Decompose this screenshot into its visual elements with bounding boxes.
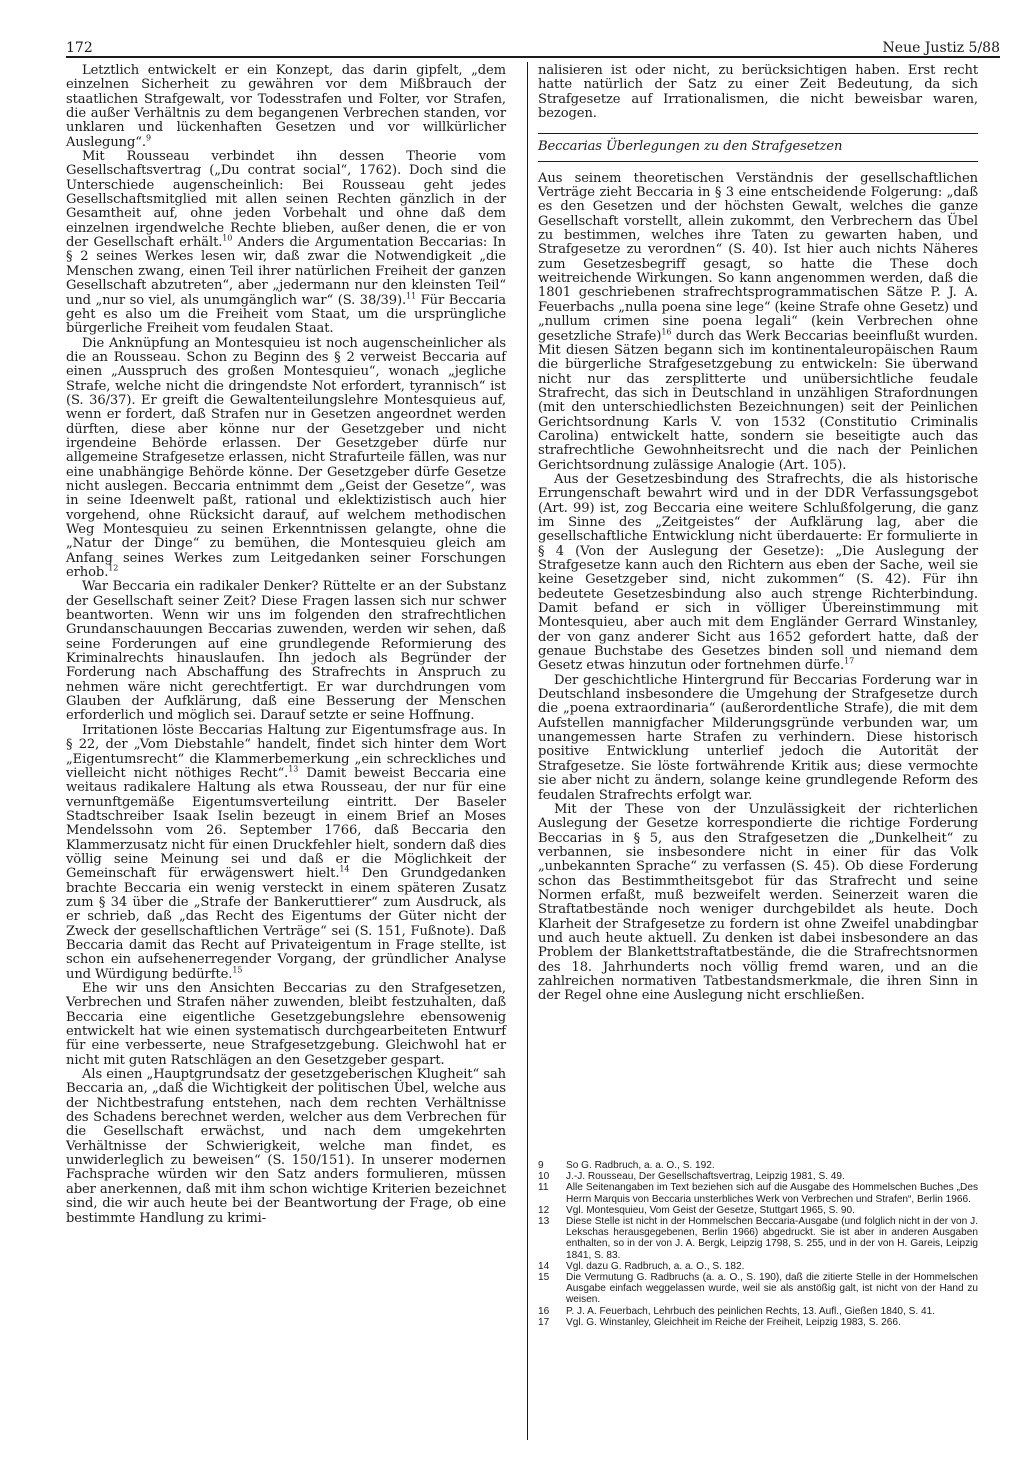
- footnote-number: 14: [538, 1260, 550, 1272]
- paragraph: [538, 674, 978, 803]
- footnote-ref[interactable]: 15: [232, 965, 243, 975]
- column-divider: [527, 62, 528, 1440]
- paragraph-text: Mit Rousseau verbindet ihn dessen Theorie vom Gesellschaftsvertrag („Du contrat social“, 1762). Doch sind die Unterschiede augenscheinlich: Bei Rousseau geht jedes Gesellschaftsmitglied mit allen seinen Rechten gänzlich in der Gesamtheit auf, ohne jeden Vorbehalt und ohne daß dem einzelnen irgendwelche Rechte blieben, außer denen, die er von der Gesellschaft erhält.: [66, 149, 506, 251]
- right-column-body: [538, 172, 978, 1004]
- paragraph-text: Der geschichtliche Hintergrund für Beccarias Forderung war in Deutschland insbesondere die Umgehung der Strafgesetze durch die „poena extraordinaria“ (außerordentliche Strafe), die mit dem Aufstellen mannigfacher Milderungsgründe verbunden war, um unangemessen harte Strafen zu verhindern. Diese historisch positive Entwicklung unterlief jedoch die Autorität der Strafgesetze. Sie löste fortwährende Kritik aus; diese vermochte sie aber nicht zu ändern, solange keine grundlegende Reform des feudalen Strafrechts erfolgt war.: [538, 672, 978, 803]
- footnote-text: J.-J. Rousseau, Der Gesellschaftsvertrag, Leipzig 1981, S. 49.: [566, 1171, 845, 1183]
- paragraph: [66, 64, 506, 150]
- footnote-text: Diese Stelle ist nicht in der Hommelschen Beccaria-Ausgabe (und folglich nicht in der von J. Lekschas herausgegebenen, Berlin 1966) abgedruckt. Sie ist aber in anderen Ausgaben enthalten, so in der von J. A. Bergk, Leipzig 1798, S. 255, und in der von H. Gareis, Leipzig 1841, S. 83.: [566, 1216, 978, 1261]
- footnote: [538, 1182, 978, 1204]
- paragraph: [66, 982, 506, 1068]
- paragraph-text: Ehe wir uns den Ansichten Beccarias zu den Strafgesetzen, Verbrechen und Strafen näher zuwenden, bleibt festzuhalten, daß Beccaria eine eigentliche Gesetzgebungslehre ebensowenig entwickelt hat wie einen systematisch durchgearbeiteten Entwurf für eine verbesserte, neue Strafgesetzgebung. Gleichwohl hat er nicht mit guten Ratschlägen an den Gesetzgeber gespart.: [66, 981, 506, 1068]
- footnote: [538, 1216, 978, 1261]
- footnote: [538, 1261, 978, 1272]
- paragraph: [66, 337, 506, 581]
- paragraph-text: Als einen „Hauptgrundsatz der gesetzgeberischen Klugheit“ sah Beccaria an, „daß die Wichtigkeit der politischen Übel, welche aus der Nichtbestrafung entstehen, nach dem rechten Verhältnisse des Schadens berechnet werden, welcher aus dem Verbrechen für die Gesellschaft erwächst, und nach dem umgekehrten Verhältnisse der Schwierigkeit, welche man findet, es unwiderleglich zu beweisen“ (S. 150/151). In unserer modernen Fachsprache würden wir den Satz anders formulieren, müssen aber anerkennen, daß mit ihm schon wichtige Kriterien bezeichnet sind, die wir auch heute bei der Beantwortung der Frage, ob eine bestimmte Handlung zu krimi-: [66, 1067, 506, 1226]
- footnote: [538, 1171, 978, 1182]
- footnote: [538, 1306, 978, 1317]
- footnote-text: Die Vermutung G. Radbruchs (a. a. O., S. 190), daß die zitierte Stelle in der Hommelschen Ausgabe einfach weggelassen wurde, weil sie als anstößig galt, ist nicht von der Hand zu weisen.: [566, 1272, 978, 1306]
- footnote-text: Vgl. G. Winstanley, Gleichheit im Reiche der Freiheit, Leipzig 1983, S. 266.: [566, 1316, 901, 1328]
- footnote-text: P. J. A. Feuerbach, Lehrbuch des peinlichen Rechts, 13. Aufl., Gießen 1840, S. 41.: [566, 1305, 936, 1317]
- paragraph: [66, 150, 506, 336]
- page-header: [66, 34, 1000, 64]
- footnote: [538, 1205, 978, 1216]
- footnote-number: 11: [538, 1182, 549, 1194]
- footnote-number: 15: [538, 1272, 550, 1284]
- footnote-text: So G. Radbruch, a. a. O., S. 192.: [566, 1160, 715, 1171]
- paragraph: [66, 1068, 506, 1226]
- paragraph-text: Irritationen löste Beccarias Haltung zur Eigentumsfrage aus. In § 22, der „Vom Diebstahle“ handelt, findet sich hinter dem Wort „Eigentumsrecht“ die Klammerbemerkung „ein schreckliches und vielleicht nicht nöthiges Recht“.: [66, 722, 506, 781]
- header-rule: [66, 56, 1000, 58]
- paragraph: [538, 473, 978, 674]
- paragraph-text: Die Anknüpfung an Montesquieu ist noch augenscheinlicher als die an Rousseau. Schon zu Beginn des § 2 verweist Beccaria auf einen „Ausspruch des großen Montesquieu“, wonach „jegliche Strafe, welche nicht die dringendste Not erfordert, tyrannisch“ ist (S. 36/37). Er greift die Gewaltenteilungslehre Montesquieus auf, wenn er fordert, daß Strafen nur in Gesetzen angeordnet werden dürften, diese aber könne nur der Gesetzgeber und nicht irgendeine Behörde erlassen. Der Gesetzgeber dürfe nur allgemeine Strafgesetze erlassen, nicht Strafurteile fällen, was nur eine unabhängige Behörde könne. Der Gesetzgeber dürfe Gesetze nicht auslegen. Beccaria entnimmt dem „Geist der Gesetze“, was in seine Ideenwelt paßt, rational und eklektizistisch auch hier vorgehend, ohne Rücksicht darauf, auf welchem methodischen Weg Montesquieu zu seinen Erkenntnissen gelangte, ohne die „Natur der Dinge“ zu bemühen, die Montesquieu gleich am Anfang seines Werkes zum Leitgedanken seiner Forschungen erhob.: [66, 335, 506, 581]
- paragraph: [538, 803, 978, 1004]
- continued-paragraph: nalisieren ist oder nicht, zu berücksichtigen haben. Erst recht hatte natürlich der Satz zu einer Zeit Bedeutung, da sich Strafgesetze auf Irrationalismen, die nicht beweisbar waren, bezogen.: [538, 63, 978, 122]
- journal-title: Neue Justiz 5/88: [882, 40, 1000, 56]
- right-column: [538, 64, 978, 1004]
- footnote-text: Vgl. dazu G. Radbruch, a. a. O., S. 182.: [566, 1260, 745, 1272]
- footnote-number: 10: [538, 1171, 550, 1183]
- paragraph-text: Damit beweist Beccaria eine weitaus radikalere Haltung als etwa Rousseau, der nur für eine vernunftgemäße Eigentumsverteilung eintritt. Der Baseler Stadtschreiber Isaak Iselin bezeugt in einem Brief an Moses Mendelssohn vom 26. September 1766, daß Beccaria den Klammerzusatz nicht für einen Druckfehler hielt, sondern daß dies völlig seine Meinung sei und daß er die Möglichkeit der Gemeinschaft für erwägenswert hielt.: [66, 765, 506, 882]
- page-number: 172: [66, 40, 93, 56]
- paragraph-text: durch das Werk Beccarias beeinflußt wurden. Mit diesen Sätzen begann sich im kontinentaleuropäischen Raum die bürgerliche Strafgesetzgebung zu entwickeln: Sie überwand nicht nur das zersplitterte und unübersichtliche feudale Strafrecht, das sich in Deutschland in unzähligen Strafordnungen (mit den unterschiedlichsten Bezeichnungen) seit der Peinlichen Gerichtsordnung Karls V. von 1532 (Constitutio Criminalis Carolina) entwickelt hatte, sondern sie beseitigte auch das strafrechtliche Gewohnheitsrecht und die nach der Peinlichen Gerichtsordnung zulässige Analogie (Art. 105).: [538, 328, 978, 473]
- paragraph: [66, 580, 506, 723]
- paragraph: [66, 724, 506, 982]
- footnote-ref[interactable]: 13: [288, 764, 299, 774]
- paragraph-text: Für Beccaria geht es also um die Freiheit vom Staat, um die ursprüngliche bürgerliche Freiheit vom feudalen Staat.: [66, 292, 506, 337]
- paragraph-text: Letztlich entwickelt er ein Konzept, das darin gipfelt, „dem einzelnen Sicherheit zu gewähren vor dem Mißbrauch der staatlichen Strafgewalt, vor Todesstrafen und Folter, vor Strafen, die außer Verhältnis zu dem begangenen Verbrechen standen, vor unklaren und lückenhaften Gesetzen und vor willkürlicher Auslegung“.: [66, 63, 506, 150]
- footnote-ref[interactable]: 9: [145, 133, 151, 143]
- paragraph-text: Den Grundgedanken brachte Beccaria ein wenig versteckt in einem späteren Zusatz zum § 34 über die „Strafe der Bankeruttierer“ zum Ausdruck, als er schrieb, daß „das Recht des Eigentums der Güter nicht der Zweck der gesellschaftlichen Verträge“ sei (S. 151, Fußnote). Daß Beccaria damit das Recht auf Privateigentum in Frage stellte, ist schon ein aufsehenerregender Vorgang, der gründlicher Analyse und Würdigung bedürfte.: [66, 866, 506, 982]
- left-column: [66, 64, 506, 1226]
- footnote: [538, 1317, 978, 1328]
- footnote-number: 9: [538, 1160, 544, 1171]
- paragraph-text: Anders die Argumentation Beccarias: In § 2 seines Werkes lesen wir, daß zwar die Notwendigkeit „die Menschen zwang, einen Teil ihrer natürlichen Freiheit der ganzen Gesellschaft abzutreten“, aber „jedermann nur den kleinsten Teil“ und „nur so viel, als unumgänglich war“ (S. 38/39).: [66, 235, 506, 308]
- paragraph-text: War Beccaria ein radikaler Denker? Rüttelte er an der Substanz der Gesellschaft seiner Zeit? Diese Fragen lassen sich nur schwer beantworten. Wenn wir uns im folgenden den strafrechtlichen Grundanschauungen Beccarias zuwenden, werden wir sehen, daß seine Forderungen auf eine grundlegende Reformierung des Kriminalrechts hinauslaufen. Ihn jedoch als Begründer der Forderung nach Abschaffung des Strafrechts in Anspruch zu nehmen wäre nicht gerechtfertigt. Er war durchdrungen vom Glauben der Aufklärung, daß eine Besserung der Menschen erforderlich und möglich sei. Darauf setzte er seine Hoffnung.: [66, 579, 506, 724]
- footnote-ref[interactable]: 12: [108, 563, 119, 573]
- paragraph-text: Mit der These von der Unzulässigkeit der richterlichen Auslegung der Gesetze korrespondierte die richtige Forderung Beccarias in § 5, aus den Strafgesetzen die „Dunkelheit“ zu verbannen, sie insbesondere nicht in einer für das Volk „unbekannten Sprache“ zu verfassen (S. 45). Ob diese Forderung schon das Bestimmtheitsgebot für das Strafrecht und seine Normen erfaßt, muß bezweifelt werden. Seinerzeit waren die Straftatbestände noch weniger durchgebildet als heute. Doch Klarheit der Strafgesetze zu fordern ist ohne Zweifel unabdingbar und auch heute aktuell. Zu denken ist dabei insbesondere an das Problem der Blankettstraftatbestände, die die Strafrechtsnormen des 18. Jahrhunderts noch völlig fremd waren, und an die zahlreichen normativen Tatbestandsmerkmale, die ihren Sinn in der Regel ohne eine Auslegung nicht erschließen.: [538, 801, 978, 1004]
- paragraph-text: Aus seinem theoretischen Verständnis der gesellschaftlichen Verträge zieht Beccaria in § 3 eine entscheidende Folgerung: „daß es den Gesetzen und der höchsten Gewalt, welches die ganze Gesellschaft vorstellt, allein zukommt, den Verbrechern das Übel zu bestimmen, welches ihre Taten zu gewarten haben, und Strafgesetze zu verordnen“ (S. 40). Ist hier auch nichts Näheres zum Gesetzesbegriff gesagt, so hatte die These doch weitreichende Wirkungen. So kann angenommen werden, daß die 1801 geschriebenen strafrechtsprogrammatischen Sätze P. J. A. Feuerbachs „nulla poena sine lege“ (keine Strafe ohne Gesetz) und „nullum crimen sine poena legali“ (kein Verbrechen ohne gesetzliche Strafe): [538, 170, 978, 344]
- footnote: [538, 1160, 978, 1171]
- footnote: [538, 1272, 978, 1306]
- footnote-text: Alle Seitenangaben im Text beziehen sich auf die Ausgabe des Hommelschen Buches „Des Herrn Marquis von Beccaria unsterbliches Werk von Verbrechen und Strafen“, Berlin 1966.: [566, 1182, 978, 1205]
- footnote-ref[interactable]: 16: [661, 327, 672, 337]
- footnote-number: 16: [538, 1305, 550, 1317]
- paragraph: [538, 172, 978, 473]
- section-heading: Beccarias Überlegungen zu den Strafgesetzen: [538, 133, 978, 161]
- footnote-text: Vgl. Montesquieu, Vom Geist der Gesetze, Stuttgart 1965, S. 90.: [566, 1204, 855, 1216]
- footnote-ref[interactable]: 11: [406, 291, 417, 301]
- footnote-ref[interactable]: 10: [222, 233, 233, 243]
- footnotes: [538, 1160, 978, 1328]
- footnote-number: 12: [538, 1204, 550, 1216]
- footnote-number: 17: [538, 1316, 550, 1328]
- paragraph-text: Aus der Gesetzesbindung des Strafrechts, die als historische Errungenschaft bewahrt wird und in der DDR Verfassungsgebot (Art. 99) ist, zog Beccaria eine weitere Schlußfolgerung, die ganz im Sinne des „Zeitgeistes“ der Aufklärung lag, aber die gesellschaftliche Entwicklung nicht überdauerte: Er formulierte in § 4 (Von der Auslegung der Gesetze): „Die Auslegung der Strafgesetze kann auch den Richtern aus eben der Sache, weil sie keine Gesetzgeber sind, nicht zukommen“ (S. 42). Für ihn bedeutete Gesetzesbindung also auch strenge Richterbindung. Damit befand er sich in völliger Übereinstimmung mit Montesquieu, aber auch mit dem Engländer Gerrard Winstanley, der von ganz anderer Sicht aus 1652 gefordert hatte, daß der genaue Buchstabe des Gesetzes binden soll und niemand dem Gesetz etwas hinzutun oder fortnehmen dürfe.: [538, 471, 978, 674]
- footnote-number: 13: [538, 1216, 550, 1228]
- footnote-ref[interactable]: 14: [339, 864, 350, 874]
- footnote-ref[interactable]: 17: [844, 657, 855, 667]
